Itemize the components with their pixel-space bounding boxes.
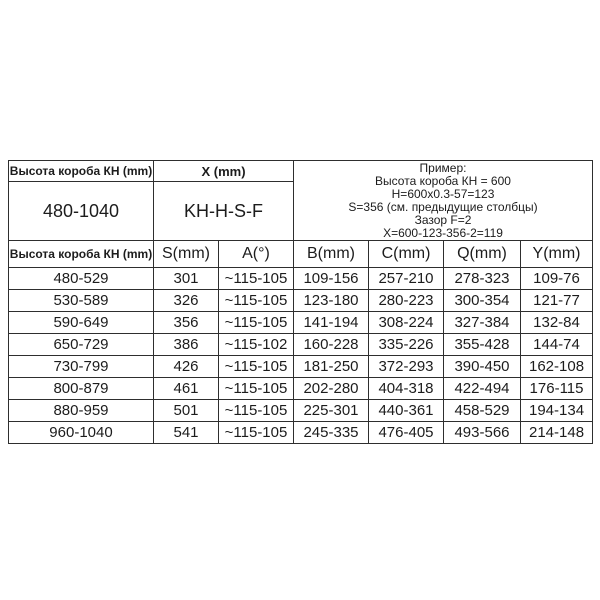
cell-a: ~115-105 [219, 378, 294, 400]
cell-kn: 480-529 [9, 268, 154, 290]
cell-c: 372-293 [369, 356, 444, 378]
example-block [294, 161, 593, 241]
cell-q: 355-428 [444, 334, 521, 356]
cell-y: 132-84 [521, 312, 593, 334]
table-row [9, 422, 593, 444]
table-row [9, 400, 593, 422]
cell-b: 160-228 [294, 334, 369, 356]
top-header-row [9, 161, 593, 182]
table-row [9, 334, 593, 356]
spec-table [8, 160, 593, 444]
col-header-s: S(mm) [154, 241, 219, 268]
cell-s: 501 [154, 400, 219, 422]
cell-kn: 650-729 [9, 334, 154, 356]
col-header-q: Q(mm) [444, 241, 521, 268]
cell-b: 245-335 [294, 422, 369, 444]
cell-c: 335-226 [369, 334, 444, 356]
cell-b: 123-180 [294, 290, 369, 312]
cell-s: 461 [154, 378, 219, 400]
cell-b: 141-194 [294, 312, 369, 334]
cell-y: 176-115 [521, 378, 593, 400]
cell-y: 144-74 [521, 334, 593, 356]
cell-s: 326 [154, 290, 219, 312]
cell-q: 493-566 [444, 422, 521, 444]
cell-a: ~115-105 [219, 422, 294, 444]
cell-a: ~115-105 [219, 312, 294, 334]
cell-b: 109-156 [294, 268, 369, 290]
table-row [9, 378, 593, 400]
table-row [9, 290, 593, 312]
cell-b: 181-250 [294, 356, 369, 378]
cell-b: 202-280 [294, 378, 369, 400]
cell-y: 214-148 [521, 422, 593, 444]
kn-range-header: Высота короба КН (mm) [9, 161, 154, 182]
cell-c: 308-224 [369, 312, 444, 334]
cell-s: 541 [154, 422, 219, 444]
cell-s: 426 [154, 356, 219, 378]
cell-q: 278-323 [444, 268, 521, 290]
example-line: Высота короба КН = 600 [375, 173, 511, 188]
cell-a: ~115-105 [219, 290, 294, 312]
cell-kn: 800-879 [9, 378, 154, 400]
example-line: X=600-123-356-2=119 [383, 225, 503, 240]
cell-c: 404-318 [369, 378, 444, 400]
example-line: Пример: [419, 160, 467, 175]
col-header-y: Y(mm) [521, 241, 593, 268]
table-row [9, 312, 593, 334]
x-formula-value: KH-H-S-F [154, 182, 294, 241]
col-header-a: A(°) [219, 241, 294, 268]
cell-y: 121-77 [521, 290, 593, 312]
example-line: S=356 (см. предыдущие столбцы) [348, 199, 538, 214]
table-row [9, 356, 593, 378]
cell-kn: 880-959 [9, 400, 154, 422]
kn-range-value: 480-1040 [9, 182, 154, 241]
cell-s: 356 [154, 312, 219, 334]
cell-b: 225-301 [294, 400, 369, 422]
x-header: X (mm) [154, 161, 294, 182]
col-header-c: C(mm) [369, 241, 444, 268]
cell-c: 440-361 [369, 400, 444, 422]
cell-s: 301 [154, 268, 219, 290]
cell-a: ~115-102 [219, 334, 294, 356]
cell-y: 109-76 [521, 268, 593, 290]
table-row [9, 268, 593, 290]
cell-y: 162-108 [521, 356, 593, 378]
cell-kn: 960-1040 [9, 422, 154, 444]
cell-kn: 730-799 [9, 356, 154, 378]
cell-kn: 530-589 [9, 290, 154, 312]
cell-s: 386 [154, 334, 219, 356]
cell-a: ~115-105 [219, 400, 294, 422]
cell-a: ~115-105 [219, 268, 294, 290]
col-header-b: B(mm) [294, 241, 369, 268]
example-line: Зазор F=2 [414, 212, 472, 227]
cell-q: 390-450 [444, 356, 521, 378]
cell-q: 327-384 [444, 312, 521, 334]
cell-a: ~115-105 [219, 356, 294, 378]
cell-kn: 590-649 [9, 312, 154, 334]
col-header-kn: Высота короба КН (mm) [9, 241, 154, 268]
cell-q: 458-529 [444, 400, 521, 422]
cell-c: 280-223 [369, 290, 444, 312]
column-header-row [9, 241, 593, 268]
cell-q: 422-494 [444, 378, 521, 400]
cell-y: 194-134 [521, 400, 593, 422]
example-line: H=600x0.3-57=123 [391, 186, 495, 201]
cell-c: 257-210 [369, 268, 444, 290]
cell-q: 300-354 [444, 290, 521, 312]
cell-c: 476-405 [369, 422, 444, 444]
